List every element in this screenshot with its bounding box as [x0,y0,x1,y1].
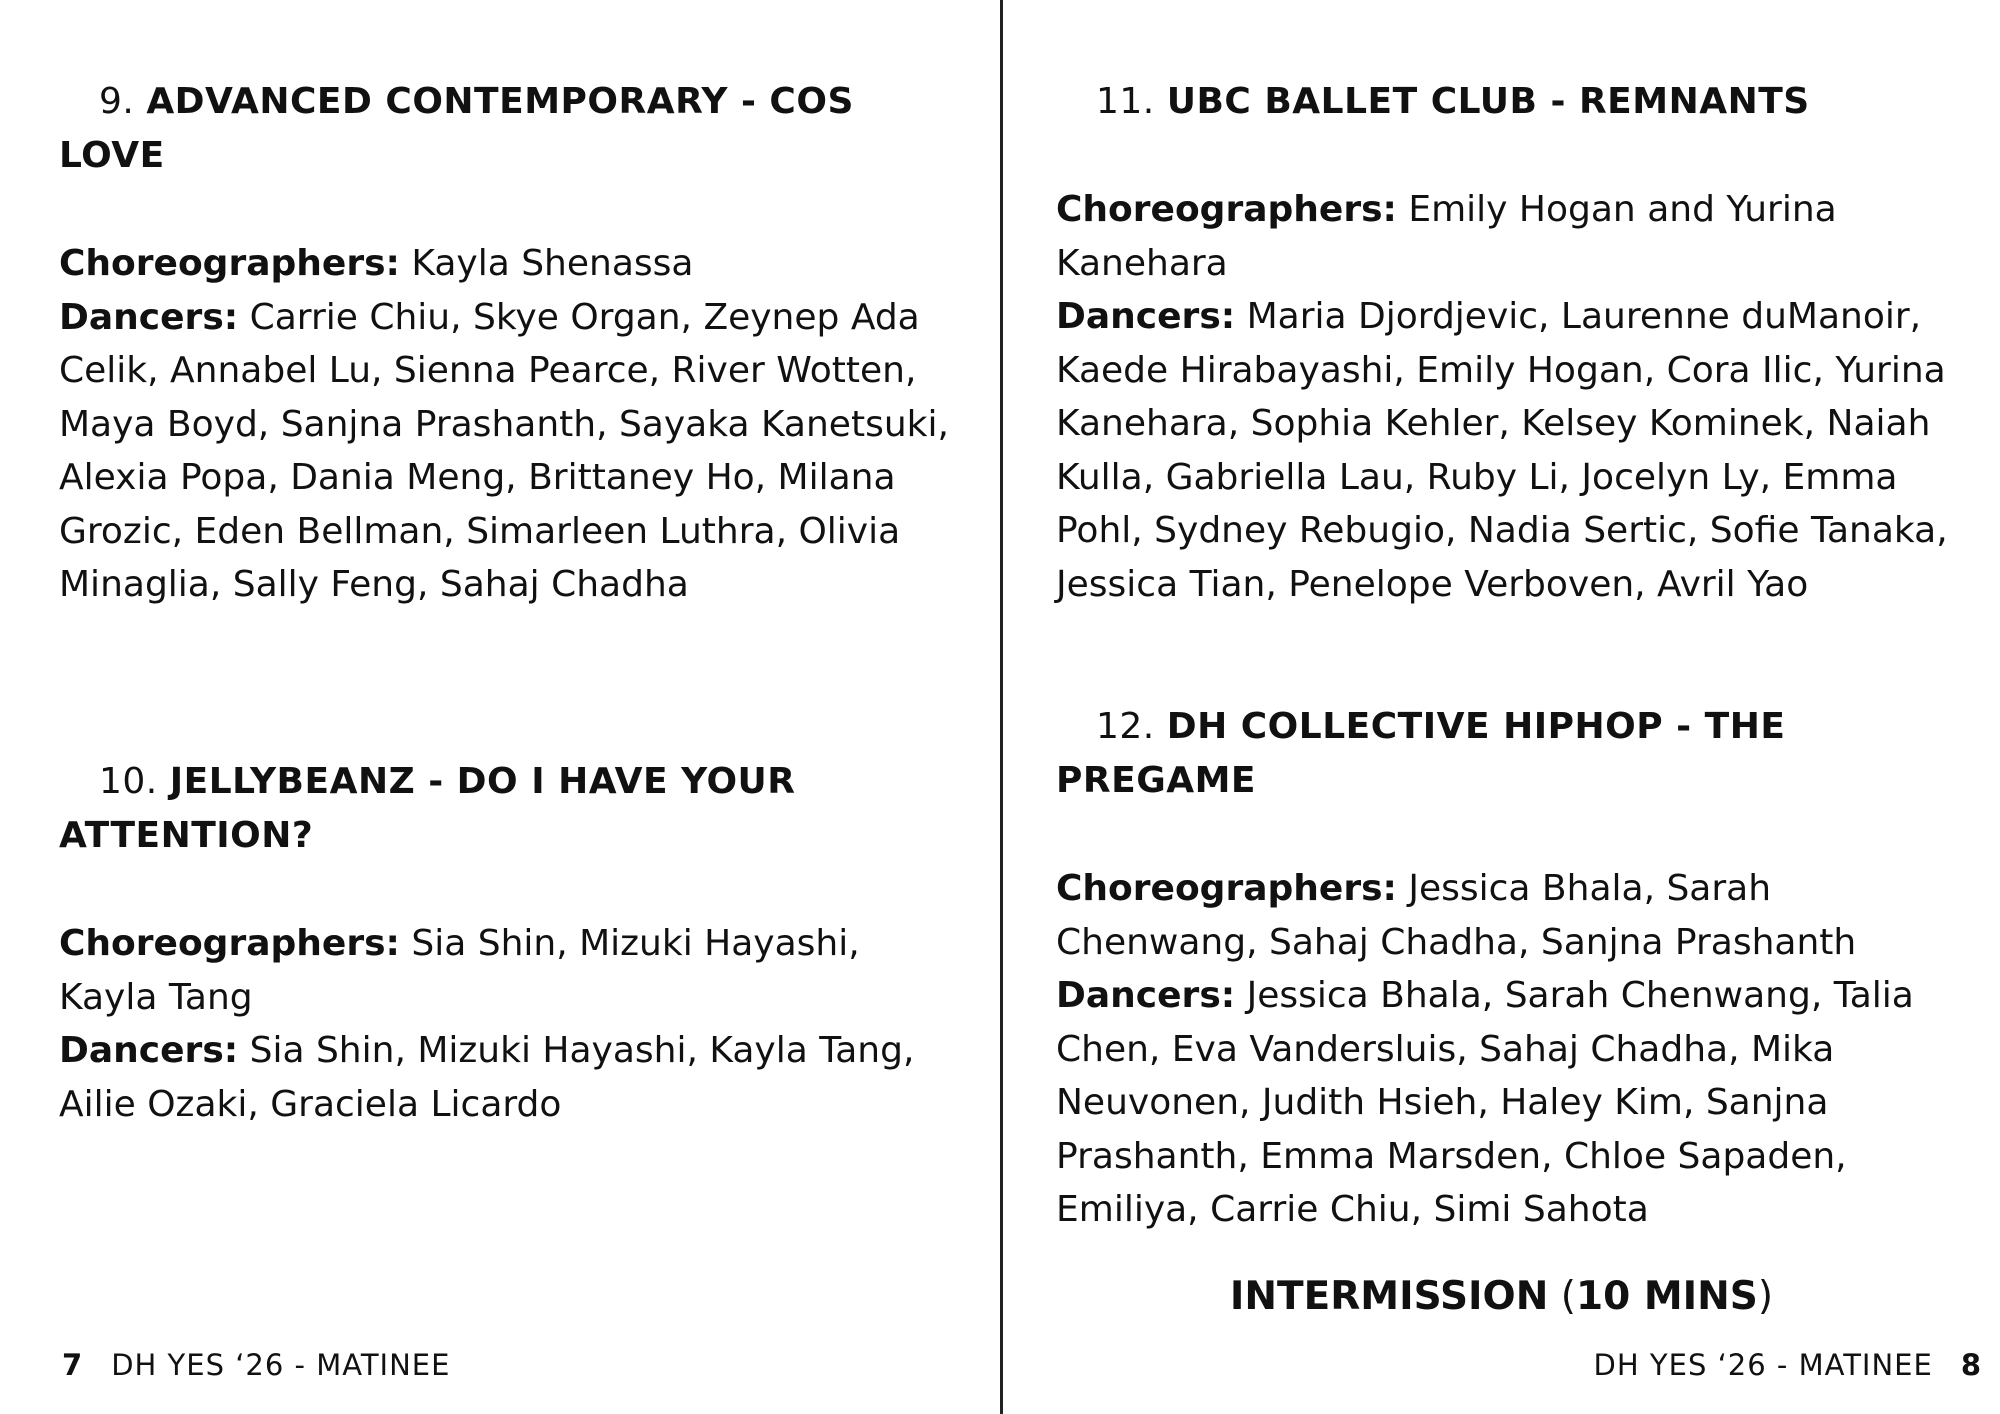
dancers-label: Dancers: [59,1030,239,1071]
item-title [59,755,959,863]
dancers-line [1056,969,1956,1237]
footer-text: DH YES ‘26 - MATINEE [1593,1348,1933,1382]
intermission-heading [1003,1270,2000,1324]
program-item-11 [1056,75,1956,611]
intermission-label: INTERMISSION [1229,1274,1549,1319]
dancers-names: Sia Shin, Mizuki Hayashi, Kayla Tang, Ailie Ozaki, Graciela Licardo [59,1030,915,1125]
item-number: 9. [99,81,135,122]
item-number: 12. [1096,706,1155,747]
footer-right [1594,1345,1982,1385]
dancers-names: Jessica Bhala, Sarah Chenwang, Talia Chen, Eva Vandersluis, Sahaj Chadha, Mika Neuvonen, Judith Hsieh, Haley Kim, Sanjna Prashanth, Emma Marsden, Chloe Sapaden, Emiliya, Carrie Chiu, Simi Sahota [1056,975,1914,1230]
right-page [1003,0,2000,1414]
page-number: 7 [62,1348,84,1382]
program-item-10 [59,755,959,1131]
dancers-label: Dancers: [1056,296,1236,337]
choreographers-line [1056,183,1956,290]
program-item-9 [59,75,959,612]
dancers-line [59,1024,959,1131]
item-title [1056,75,1956,129]
item-name: DH COLLECTIVE HIPHOP - THE PREGAME [1056,706,1786,801]
choreographers-names: Emily Hogan and Yurina Kanehara [1056,189,1837,284]
choreographers-line [59,917,959,1024]
program-item-12 [1056,700,1956,1237]
footer-left [62,1345,450,1385]
choreographers-label: Choreographers: [1056,868,1397,909]
dancers-names: Maria Djordjevic, Laurenne duManoir, Kaede Hirabayashi, Emily Hogan, Cora Ilic, Yurina Kanehara, Sophia Kehler, Kelsey Kominek, Naiah Kulla, Gabriella Lau, Ruby Li, Jocelyn Ly, Emma Pohl, Sydney Rebugio, Nadia Sertic, Sofie Tanaka, Jessica Tian, Penelope Verboven, Avril Yao [1056,296,1948,605]
choreographers-label: Choreographers: [59,243,400,284]
footer-text: DH YES ‘26 - MATINEE [111,1348,451,1382]
intermission-open-paren: ( [1560,1274,1576,1319]
dancers-names: Carrie Chiu, Skye Organ, Zeynep Ada Celik, Annabel Lu, Sienna Pearce, River Wotten, Maya Boyd, Sanjna Prashanth, Sayaka Kanetsuki, Alexia Popa, Dania Meng, Brittaney Ho, Milana Grozic, Eden Bellman, Simarleen Luthra, Olivia Minaglia, Sally Feng, Sahaj Chadha [59,296,949,605]
choreographers-names: Jessica Bhala, Sarah Chenwang, Sahaj Chadha, Sanjna Prashanth [1056,868,1857,963]
item-number: 10. [99,761,158,802]
choreographers-line [1056,862,1956,969]
item-name: ADVANCED CONTEMPORARY - COS LOVE [59,81,854,176]
intermission-duration: 10 MINS [1575,1274,1758,1319]
choreographers-names: Kayla Shenassa [411,243,694,284]
intermission-close-paren: ) [1757,1274,1774,1319]
dancers-label: Dancers: [1056,975,1236,1016]
dancers-label: Dancers: [59,296,239,338]
choreographers-label: Choreographers: [1056,189,1397,230]
choreographers-names: Sia Shin, Mizuki Hayashi, Kayla Tang [59,923,860,1018]
item-title [59,75,959,183]
dancers-line [1056,290,1956,611]
choreographers-label: Choreographers: [59,923,400,964]
choreographers-line [59,237,959,291]
item-number: 11. [1096,81,1155,122]
page-number: 8 [1960,1348,1982,1382]
item-name: JELLYBEANZ - DO I HAVE YOUR ATTENTION? [59,761,796,856]
item-name: UBC BALLET CLUB - REMNANTS [1166,81,1810,122]
item-title [1056,700,1956,808]
dancers-line [59,291,959,612]
